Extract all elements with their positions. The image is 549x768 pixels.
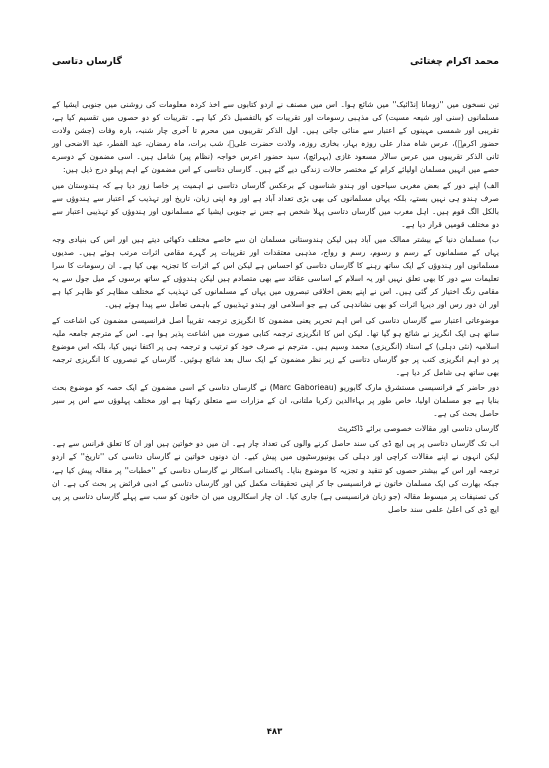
paragraph-doctoral-theses: اب تک گارساں دتاسی پر پی ایچ ڈی کی سند حاصل کرنے والوں کی تعداد چار ہے۔ ان میں دو خواتین ہیں اور ان کا تعلق فرانس سے ہے۔ لیکن انہوں نے اپنے مقالات کراچی اور دہلی کی یونیورسٹیوں میں پیش کیے۔ ان دونوں خواتین نے گارساں دتاسی کی ''تاریخ'' کے اردو ترجمہ اور اس کے بیشتر حصوں کو تنقید و تجزیہ کا موضوع بنایا۔ پاکستانی اسکالر نے گارساں دتاسی کے ''خطبات'' پر مقالہ پیش کیا ہے، جبکہ بھارت کی ایک مسلمان خاتون نے فرانسیسی جا کر اپنی تحقیقات مکمل کیں اور گارساں دتاسی کے ادبی فرائض پر بحث کی ہے۔ ان کی تصنیفات پر مبسوط مقالہ (جو زبان فرانسیسی ہے) جاری کیا۔ ان چار اسکالروں میں ان خاتون کو سب سے پہلے گارساں دتاسی پر پی ایچ ڈی کی اعلیٰ علمی سند حاصل xyxy=(52,439,499,514)
paragraph-translation: موضوعاتی اعتبار سے گارساں دتاسی کی اس اہم تحریر یعنی مضمون کا انگریزی ترجمہ تقریباً اصل فرانسیسی مضمون کی اشاعت کے ساتھ ہی ایک انگریز نے شائع ہو گیا تھا۔ لیکن اس کا انگریزی ترجمہ کتابی صورت میں اشاعت پذیر ہوا ہے۔ اس کے مترجم جامعہ ملیہ اسلامیہ (نئی دہلی) کے استاد (انگریزی) محمد وسیم ہیں۔ مترجم نے صرف خود کو ترتیب و ترجمہ ہی پر اکتفا نہیں کیا، بلکہ اس موضوع پر دو اہم انگریزی کتب پر جو گارساں دتاسی کے زیر نظر مضمون کے ایک سال بعد شائع ہوئیں۔ گارساں کے تبصروں کا انگریزی ترجمہ بھی ساتھ ہی شامل کر دیا ہے۔ xyxy=(52,315,499,377)
header-journal-title: گارساں دتاسی xyxy=(52,56,122,67)
running-header xyxy=(52,56,499,76)
page-number: ۴۸۳ xyxy=(266,727,283,737)
header-author-name: محمد اکرام چغتائی xyxy=(410,56,499,67)
section-heading-doctoral-theses: گارساں دتاسی اور مقالات خصوصی برائے ڈاکٹریٹ xyxy=(337,424,499,434)
paragraph-gaborieau: دور حاضر کے فرانسیسی مستشرق مارک گابوریو (Marc Gaborieau) نے گارساں دتاسی کے اسی مضمون کے ایک حصہ کو موضوع بحث بنایا ہے جو مسلمان اولیا، خاص طور پر بہاءالدین زکریا ملتانی، ان کے مزارات سے متعلق رکھتا ہے اور مختلف پہلوؤں سے اس پر سیر حاصل بحث کی ہے۔ xyxy=(52,382,499,419)
paragraph-intro: تین نسخوں میں ''زومانا اِنڈائیک'' میں شائع ہوا۔ اس میں مصنف نے اردو کتابوں سے اخذ کردہ معلومات کی روشنی میں جنوبی ایشیا کے مسلمانوں (سنی اور شیعہ مسیت) کی مذہبی رسومات اور تقریبات کو بالتفصیل ذکر کیا ہے۔ تقریبات کو دو حصوں میں تقسیم کیا ہے، تقریبی اور شمسی مہینوں کے اعتبار سے منائی جاتی ہیں۔ اول الذکر تقریبوں میں محرم تا آخری چار شنبہ، بارہ وفات (جشن ولادت حضور اکرمؐ)، عرس شاہ مدار علی روزہ بہار، بخاری روزہ، ولادت حضرت علیؓ، شب برات، ماہ رمضان، عید الفطر، عید الاضحی اور ثانی الذکر تقریبوں میں عرس سالار مسعود غازی (بہرائچ)، سید حضور اعرس خواجہ (نظام پیر) شامل ہیں۔ اسی مضمون کے دوسرے حصے میں انہیں مسلمان اولیائے کرام کے مختصر حالات زندگی دیے گئے ہیں۔ گارساں دتاسی کے اس مضمون کے اہم پہلو درج ذیل ہیں: xyxy=(52,100,499,175)
paragraph-point-b: ب) مسلمان دنیا کے بیشتر ممالک میں آباد ہیں لیکن ہندوستانی مسلمان ان سے خاصے مختلف دکھائی دیتے ہیں اور اس کی بنیادی وجہ یہاں کے مسلمانوں کے رسم و رسوم، رسم و رواج، مذہبی معتقدات اور تقریبات پر گہرے مقامی اثرات مرتب ہوئے ہیں۔ صدیوں مسلمانوں اور ہندوؤں کے ایک ساتھ رہنے کا گارساں دتاسی کو احساس ہے لیکن اس کے اثرات کا تجزیہ بھی کیا ہے۔ ان رسومات کا سرا تعلیمات سے دور کا بھی تعلق نہیں اور یہ اسلام کے اساسی عقائد سے بھی متصادم ہیں لیکن ہندوؤں کے ساتھ برسوں کے میل جول سے یہ مقامی رنگ اختیار کر گئی ہیں۔ اس نے اپنے بعض اخلاقی تبصروں میں یہاں کے مسلمانوں کی تہذیب کے مختلف مظاہر کو ظاہر کیا ہے اور ان دور رس اور دیرپا اثرات کو بھی نشاندہی کی ہے جو اسلامی اور ہندو تہذیبوں کے باہمی تعامل سے پیدا ہوئے ہیں۔ xyxy=(52,234,499,310)
paragraph-point-a: الف) اپنے دور کے بعض مغربی سیاحوں اور ہندو شناسوں کے برعکس گارساں دتاسی نے اہمیت پر خاصا زور دیا ہے کہ ہندوستان میں صرف ہندو ہی نہیں بستے، بلکہ یہاں مسلمانوں کی بھی بڑی تعداد آباد ہے اور وہ اپنی زبان، تاریخ اور تہذیب کے اعتبار سے ہندوؤں سے بالکل الگ قوم ہیں۔ اہل مغرب میں گارساں دتاسی پہلا شخص ہے جس نے جنوبی ایشیا کے مسلمانوں اور ہندوؤں کو تہذیبی اعتبار سے دو مختلف قومیں قرار دیا ہے۔ xyxy=(52,180,499,229)
article-body xyxy=(52,98,499,516)
